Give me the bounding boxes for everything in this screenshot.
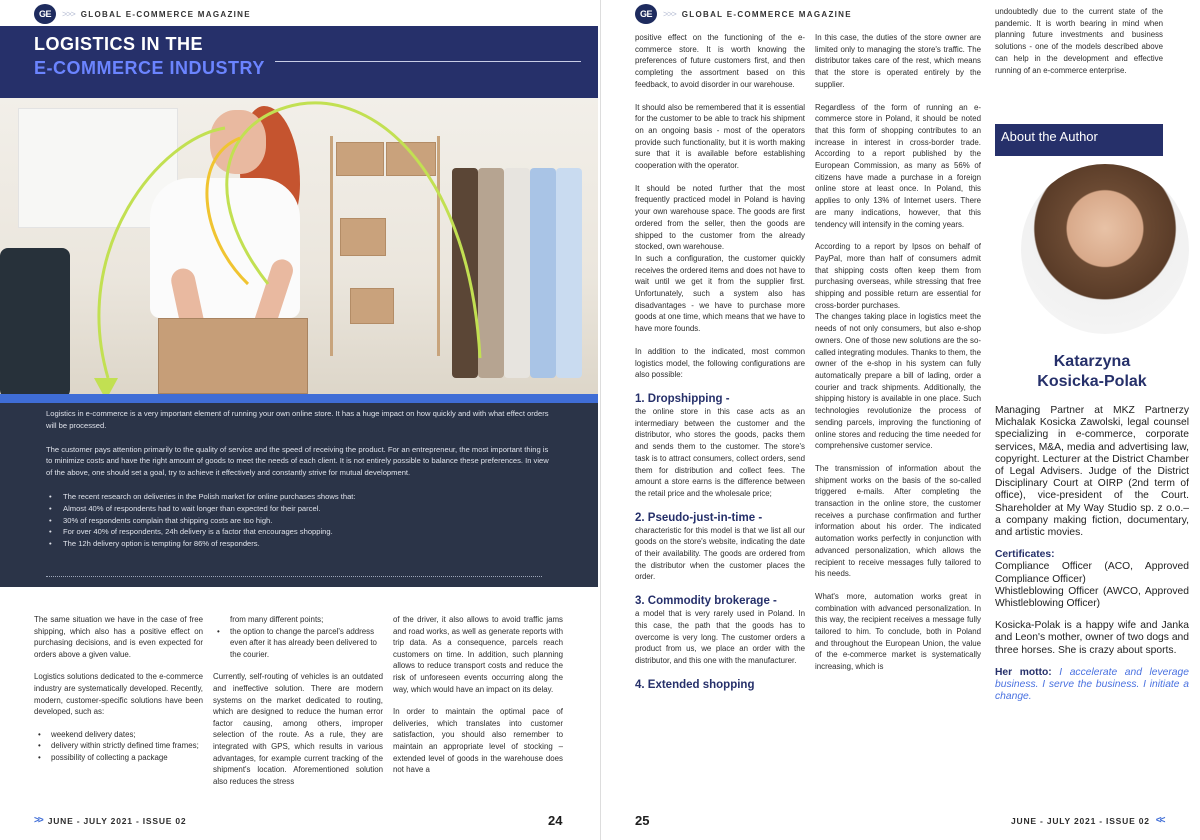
list-item: • delivery within strictly defined time frames;: [34, 740, 203, 752]
yellow-arc: [207, 138, 248, 284]
text-column-2: [213, 614, 383, 798]
list-item: • weekend delivery dates;: [34, 729, 203, 741]
text-column-1: [635, 32, 805, 692]
masthead: [34, 4, 251, 24]
bio-paragraph: Managing Partner at MKZ Partnerzy Michalak Kosicka Zawolski, legal counsel specializing in e-commerce, corporate services, M&A, media and advertising law, copyright. Lecturer at the District Chamber of Legal Advisers. Judge of the District Disciplinary Court at OIRP (2nd term of office), vice-president of the Court. Shareholder at My Way Studio sp. z o.o.– a company making fiction, documentary, and artistic movies.: [995, 405, 1189, 539]
certificates-heading: Certificates:: [995, 549, 1055, 561]
intro-paragraph: Logistics in e-commerce is a very important element of running your own online store. It has a huge impact on how quickly and with what effect orders will be processed.: [46, 409, 549, 430]
body-paragraph: Regardless of the form of running an e-commerce store in Poland, it should be noted that this form of shopping contributes to an increase in interest in cross-border trade. According to a report published by the European Commission, as many as 56% of citizens have made a purchase in a foreign online store at least once. In Poland, this applies to only 13% of Internet users. There are many indications, however, that this tendency will intensify in the coming years.: [815, 102, 981, 229]
text-column-3: [393, 614, 563, 787]
intro-paragraph: The customer pays attention primarily to the quality of service and the speed of receiving the product. For an entrepreneur, the most important thing is to minimize costs and have the right amount of goods to meet the needs of each client. It is not entirely possible to balance these preferences. In view of the above, one should set a goal, try to achieve it effectively and constantly strive for mutual development.: [46, 444, 549, 478]
chevron-right-icon: >>: [34, 815, 42, 826]
personal-paragraph: Kosicka-Polak is a happy wife and Janka and Leon's mother, owner of two dogs and three horses. She is crazy about sports.: [995, 620, 1189, 656]
article-title-line-1: LOGISTICS IN THE: [34, 34, 204, 54]
solutions-list: [34, 729, 203, 764]
body-paragraph: Logistics solutions dedicated to the e-commerce industry are systematically developed. Recently, modern, customer-specific solutions have been developed, such as:: [34, 672, 203, 717]
body-paragraph: What's more, automation works great in combination with advanced personalization. In this way, the recipient receives a message fully tailored to him. To conclude, both in Poland and throughout the European Union, the value of the e-commerce market is systematically increasing, which is: [815, 591, 981, 672]
accent-rule: [0, 394, 598, 403]
page-footer: [34, 815, 186, 826]
certificate-item: Whistleblowing Officer (AWCO, Approved Whistleblowing Officer): [995, 585, 1189, 610]
chevron-left-icon: <<: [1155, 815, 1164, 826]
body-paragraph: positive effect on the functioning of the e-commerce store. It is worth knowing the preferences of future customers first, and then completing the assortment based on this feedback, to avoid disorder in our warehouse.: [635, 33, 805, 89]
author-name: [995, 352, 1189, 392]
page-number: 24: [548, 813, 563, 828]
section-heading: 4. Extended shopping: [635, 678, 755, 691]
body-paragraph: characteristic for this model is that we list all our goods on the store's website, indicating the date of their availability. The goods are ordered from the distributor when the customer places the order.: [635, 525, 805, 582]
text-column-2: [815, 32, 981, 684]
arrow-graphic: [0, 98, 598, 394]
author-bio: [995, 405, 1189, 713]
page-footer: [1011, 815, 1163, 826]
body-paragraph: from many different points;: [230, 615, 324, 624]
text-column-1: [34, 614, 203, 770]
list-item: • 30% of respondents complain that shipping costs are too high.: [46, 515, 552, 527]
body-paragraph: Currently, self-routing of vehicles is an outdated and ineffective solution. There are modern systems on the market dedicated to routing, which are designed to reduce the human error factor causing, among others, improper selection of the route. As a rule, they are integrated with GPS, which results in various advantages, for example current tracking of the shipment's location. Aforementioned solution also reduces the stress: [213, 672, 383, 786]
author-motto: [995, 667, 1189, 704]
section-heading: 3. Commodity brokerage -: [635, 595, 777, 608]
body-paragraph: The changes taking place in logistics meet the needs of not only consumers, but also e-shop owners. One of those new solutions are the so-called integrating modules. Thanks to them, the owner of the e-shop in his system can fully automatically prepare a bill of lading, order a courier and track shipments. Additionally, the shipping history is available in one place. Such technologies revolutionize the process of sending parcels, improving the functioning of online stores and reducing the time needed for comprehensive customer service.: [815, 312, 981, 451]
body-paragraph: of the driver, it also allows to avoid traffic jams and road works, as well as generate reports with trip data. As a consequence, parcels reach customers on time. In addition, such planning allows to reduce transport costs and reduce the risk of unforeseen events occurring along the way, which would have an impact on its delay.: [393, 615, 563, 694]
chevron-icon: >>>: [62, 9, 75, 19]
dotted-divider: [46, 576, 542, 577]
body-paragraph: the online store in this case acts as an intermediary between the customer and the distributor, who stores the goods, packs them and sends them to the customer. The store's task is to attract consumers, collect orders, send them for distribution and collect fees. The amount a store earns is the difference between the retail price and the wholesale price;: [635, 406, 805, 498]
body-paragraph: In such a configuration, the customer quickly receives the ordered items and does not have to wait until we get it from the supplier first. Unfortunately, such a system also has disadvantages - we have to purchase more goods at one time, which means that we have to have more founds.: [635, 253, 805, 334]
body-paragraph: In this case, the duties of the store owner are limited only to managing the store's traffic. The distributor takes care of the rest, which means that the store is operated entirely by the supplier.: [815, 33, 981, 89]
article-title-bar: [0, 26, 598, 98]
text-column-3: [995, 6, 1163, 87]
list-item: • possibility of collecting a package: [34, 752, 203, 764]
green-arc: [99, 128, 225, 378]
solutions-list: [213, 626, 383, 661]
magazine-name: GLOBAL E-COMMERCE MAGAZINE: [681, 9, 852, 19]
body-paragraph: The same situation we have in the case of free shipping, which also has a positive effect on purchasing decisions, and is even expected for orders above a given value.: [34, 615, 203, 659]
page-number: 25: [635, 813, 650, 828]
list-item: • The 12h delivery option is tempting for 86% of responders.: [46, 538, 552, 550]
author-first-name: Katarzyna: [1053, 353, 1131, 370]
magazine-logo: GE: [34, 4, 56, 24]
list-item: • For over 40% of respondents, 24h delivery is a factor that encourages shopping.: [46, 526, 552, 538]
motto-label: Her motto:: [995, 666, 1052, 678]
chevron-icon: >>>: [663, 9, 676, 19]
list-item: • The recent research on deliveries in the Polish market for online purchases shows that:: [46, 491, 552, 503]
body-paragraph: In addition to the indicated, most common logistics model, the following configurations are also possible:: [635, 346, 805, 380]
article-title-line-2: E-COMMERCE INDUSTRY: [34, 58, 265, 78]
list-item: • the option to change the parcel's address even after it has already been delivered to the courier.: [213, 626, 383, 661]
body-paragraph: It should also be remembered that it is essential for the customer to be able to track his shipment on an ongoing basis - most of the operators provide such functionality, but it is worth making sure that it is available before establishing cooperation with the operator.: [635, 102, 805, 171]
title-divider: [275, 61, 581, 62]
masthead: [635, 4, 852, 24]
magazine-logo: GE: [635, 4, 657, 24]
magazine-name: GLOBAL E-COMMERCE MAGAZINE: [80, 9, 251, 19]
arrow-down-icon: [94, 378, 118, 394]
body-paragraph: a model that is very rarely used in Poland. In this case, the path that the goods has to overcome is very long. The customer orders a product from us, we place an order with the distributor, and this one with the manufacturer.: [635, 609, 805, 665]
about-author-heading: About the Author: [995, 124, 1163, 156]
page-25: [600, 0, 1200, 840]
intro-panel: [0, 403, 598, 587]
list-item: • Almost 40% of respondents had to wait longer than expected for their parcel.: [46, 503, 552, 515]
section-heading: 2. Pseudo-just-in-time -: [635, 511, 763, 524]
body-paragraph: The transmission of information about the shipment works on the basis of the so-called triggered e-mails. After completing the transaction in the online store, the customer receives a purchase confirmation and further information about his order. The indicated automation works perfectly in conjunction with advanced personalization, which allows the recipient to receive messages fully tailored to his needs.: [815, 463, 981, 579]
certificate-item: Compliance Officer (ACO, Approved Compliance Officer): [995, 561, 1189, 585]
hero-photo: [0, 98, 598, 394]
footer-issue: JUNE - JULY 2021 - ISSUE 02: [1011, 815, 1150, 826]
body-paragraph: It should be noted further that the most frequently practiced model in Poland is having your own warehouse space. The goods are first ordered from the seller, then the goods are shipped to the customer from the already stocked, own warehouse.: [635, 183, 805, 252]
author-photo: [1021, 164, 1189, 334]
body-paragraph: According to a report by Ipsos on behalf of PayPal, more than half of consumers admit that shipping costs often keep them from purchasing overseas, while stressing that free shipping and possible return are essential for cross-border purchases.: [815, 242, 981, 310]
author-last-name: Kosicka-Polak: [1037, 373, 1147, 390]
section-heading: 1. Dropshipping -: [635, 392, 730, 405]
green-arc: [227, 103, 480, 358]
motto-text: I accelerate and leverage business. I serve the business. I initiate a change.: [995, 666, 1189, 703]
footer-issue: JUNE - JULY 2021 - ISSUE 02: [47, 815, 187, 826]
body-paragraph: In order to maintain the optimal pace of deliveries, which translates into customer satisfaction, you should also remember to maintain an appropriate level of stocking – extended level of goods in the warehouse does not have a: [393, 707, 563, 775]
research-list: [46, 491, 552, 550]
body-paragraph: undoubtedly due to the current state of the pandemic. It is worth bearing in mind when planning future investments and business solutions - one of the models described above can help in the development and effective running of an e-commerce enterprise.: [995, 7, 1163, 75]
